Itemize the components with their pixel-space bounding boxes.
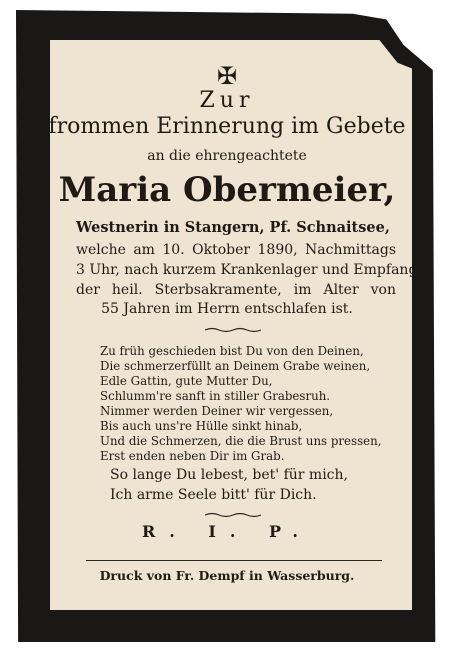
verse-line-2: Die schmerzerfüllt an Deinem Grabe weinen, [100,359,371,373]
closing-line-2: Ich arme Seele bitt' für Dich. [110,487,317,503]
text-line-3: der heil. Sterbsakramente, im Alter von [76,282,396,298]
closing-line-1: So lange Du lebest, bet' für mich, [110,467,348,483]
verse-line-7: Und die Schmerzen, die die Brust uns pressen, [100,434,382,448]
verse-line-5: Nimmer werden Deiner wir vergessen, [100,404,334,418]
text-line-1: welche am 10. Oktober 1890, Nachmittags [76,242,396,258]
heading-dedication: an die ehrengeachtete [147,148,307,164]
verse-line-3: Edle Gattin, gute Mutter Du, [100,374,273,388]
verse-line-6: Bis auch uns're Hülle sinkt hinab, [100,419,303,433]
heading-zur: Zur [199,88,255,113]
verse-line-1: Zu früh geschieden bist Du von den Deinen, [100,344,364,358]
printer-imprint: Druck von Fr. Dempf in Wasserburg. [99,568,355,583]
heading-remembrance: frommen Erinnerung im Gebete [48,114,406,139]
verse-line-8: Erst enden neben Dir im Grab. [100,449,285,463]
text-line-2: 3 Uhr, nach kurzem Krankenlager und Empfang [76,262,418,278]
residence-line: Westnerin in Stangern, Pf. Schnaitsee, [76,219,390,236]
text-line-4: 55 Jahren im Herrn entschlafen ist. [101,301,353,317]
ornament-divider-2 [205,512,261,518]
verse-line-4: Schlumm're sanft in stiller Grabesruh. [100,389,331,403]
cross-icon: ✠ [216,62,238,90]
footer-rule [86,560,382,561]
deceased-name: Maria Obermeier, [58,170,396,210]
rip-inscription: R. I. P. [141,522,312,541]
ornament-divider [205,327,261,333]
